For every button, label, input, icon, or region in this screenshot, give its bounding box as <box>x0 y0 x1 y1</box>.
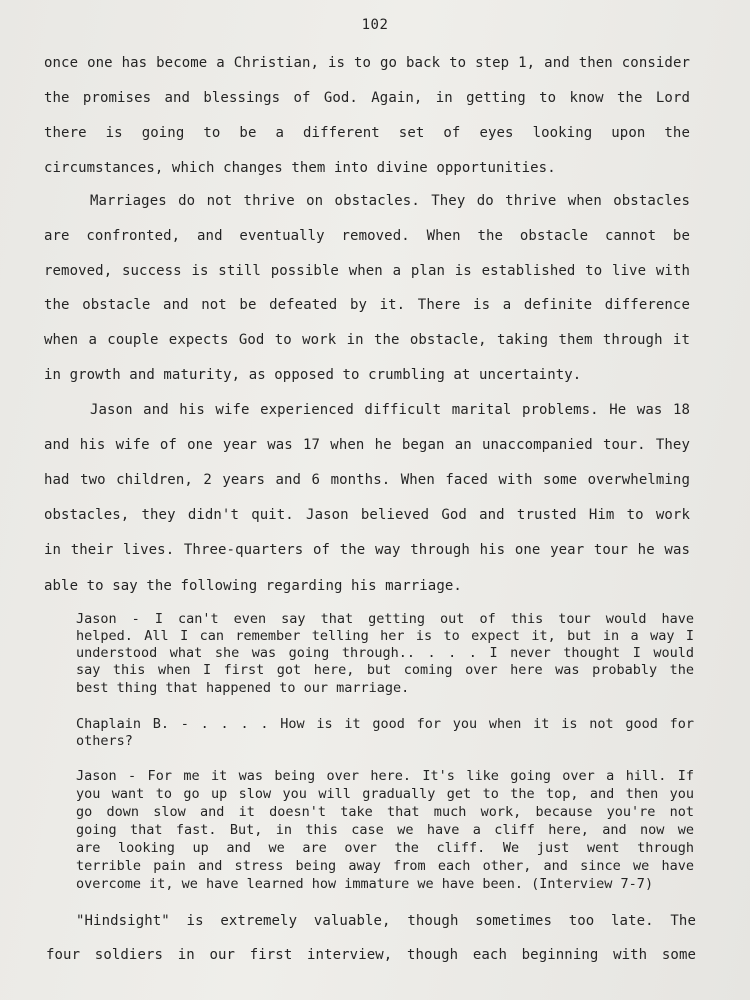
quote-line: are looking up and we are over the cliff. We just went through <box>76 840 694 856</box>
text-line: Jason and his wife experienced difficult marital problems. He was 18 <box>90 402 690 418</box>
quote-line: helped. All I can remember telling her is to expect it, but in a way I <box>76 628 694 644</box>
text-line: Marriages do not thrive on obstacles. They do thrive when obstacles <box>90 193 690 209</box>
quote-line: overcome it, we have learned how immature we have been. (Interview 7-7) <box>76 876 654 892</box>
quote-line: Jason - I can't even say that getting out of this tour would have <box>76 611 694 627</box>
text-line: when a couple expects God to work in the obstacle, taking them through it <box>44 332 690 348</box>
text-line: obstacles, they didn't quit. Jason believed God and trusted Him to work <box>44 507 690 523</box>
quote-line: say this when I first got here, but coming over here was probably the <box>76 662 694 678</box>
quote-line: you want to go up slow you will gradually get to the top, and then you <box>76 786 694 802</box>
text-line: once one has become a Christian, is to go back to step 1, and then consider <box>44 55 690 71</box>
page-number: 102 <box>361 17 389 33</box>
text-line: removed, success is still possible when a plan is established to live with <box>44 263 690 279</box>
text-line: "Hindsight" is extremely valuable, though sometimes too late. The <box>76 913 696 929</box>
text-line: are confronted, and eventually removed. When the obstacle cannot be <box>44 228 690 244</box>
text-line: the promises and blessings of God. Again, in getting to know the Lord <box>44 90 690 106</box>
text-line: four soldiers in our first interview, though each beginning with some <box>46 947 696 963</box>
quote-line: Chaplain B. - . . . . How is it good for you when it is not good for <box>76 716 694 732</box>
quote-line: terrible pain and stress being away from each other, and since we have <box>76 858 694 874</box>
quote-line: others? <box>76 733 133 749</box>
quote-line: go down slow and it doesn't take that much work, because you're not <box>76 804 694 820</box>
text-line: circumstances, which changes them into divine opportunities. <box>44 160 556 176</box>
text-line: had two children, 2 years and 6 months. When faced with some overwhelming <box>44 472 690 488</box>
quote-line: going that fast. But, in this case we have a cliff here, and now we <box>76 822 694 838</box>
text-line: and his wife of one year was 17 when he began an unaccompanied tour. They <box>44 437 690 453</box>
text-line: the obstacle and not be defeated by it. There is a definite difference <box>44 297 690 313</box>
text-line: there is going to be a different set of eyes looking upon the <box>44 125 690 141</box>
text-line: able to say the following regarding his marriage. <box>44 578 462 594</box>
text-line: in growth and maturity, as opposed to crumbling at uncertainty. <box>44 367 582 383</box>
quote-line: best thing that happened to our marriage. <box>76 680 410 696</box>
quote-line: understood what she was going through.. . . . I never thought I would <box>76 645 694 661</box>
text-line: in their lives. Three-quarters of the way through his one year tour he was <box>44 542 690 558</box>
quote-line: Jason - For me it was being over here. It's like going over a hill. If <box>76 768 694 784</box>
